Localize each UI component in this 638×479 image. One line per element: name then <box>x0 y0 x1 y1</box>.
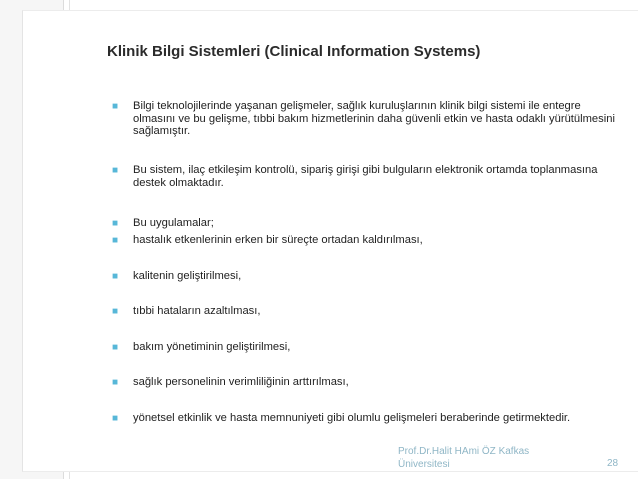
bullet-text: hastalık etkenlerinin erken bir süreçte ortadan kaldırılması, <box>133 234 423 246</box>
bullet-text: Bilgi teknolojilerinde yaşanan gelişmeler, sağlık kuruluşlarının klinik bilgi sistemi ile entegre olmasını ve bu gelişme, tıbbi bakım hizmetlerinin daha güvenli etkin ve hasta odaklı yürütülmesini sağlamıştır. <box>133 100 615 137</box>
bullet-item <box>112 234 622 247</box>
bullet-item <box>112 100 622 138</box>
bullet-text: Bu sistem, ilaç etkileşim kontrolü, sipariş girişi gibi bulguların elektronik ortamda toplanmasına destek olmaktadır. <box>133 164 598 189</box>
bullet-text: sağlık personelinin verimliliğinin arttırılması, <box>133 376 349 388</box>
square-bullet-icon: ■ <box>112 306 119 317</box>
bullet-item <box>112 217 622 230</box>
bullet-text: Bu uygulamalar; <box>133 217 214 229</box>
square-bullet-icon: ■ <box>112 218 119 229</box>
square-bullet-icon: ■ <box>112 377 119 388</box>
square-bullet-icon: ■ <box>112 101 119 112</box>
bullet-item <box>112 305 622 318</box>
footer-author: Prof.Dr.Halit HAmi ÖZ Kafkas Üniversitesi <box>398 446 530 470</box>
square-bullet-icon: ■ <box>112 235 119 246</box>
bullet-item <box>112 270 622 283</box>
square-bullet-icon: ■ <box>112 271 119 282</box>
slide-title: Klinik Bilgi Sistemleri (Clinical Information Systems) <box>107 43 481 60</box>
bullet-text: yönetsel etkinlik ve hasta memnuniyeti gibi olumlu gelişmeleri beraberinde getirmektedir. <box>133 412 571 424</box>
square-bullet-icon: ■ <box>112 165 119 176</box>
bullet-item <box>112 341 622 354</box>
page-number: 28 <box>607 458 619 469</box>
bullet-item <box>112 376 622 389</box>
square-bullet-icon: ■ <box>112 413 119 424</box>
bullet-text: kalitenin geliştirilmesi, <box>133 270 242 282</box>
bullet-text: tıbbi hataların azaltılması, <box>133 305 261 317</box>
square-bullet-icon: ■ <box>112 342 119 353</box>
bullet-item <box>112 164 622 189</box>
bullet-item <box>112 412 622 425</box>
bullet-text: bakım yönetiminin geliştirilmesi, <box>133 341 291 353</box>
